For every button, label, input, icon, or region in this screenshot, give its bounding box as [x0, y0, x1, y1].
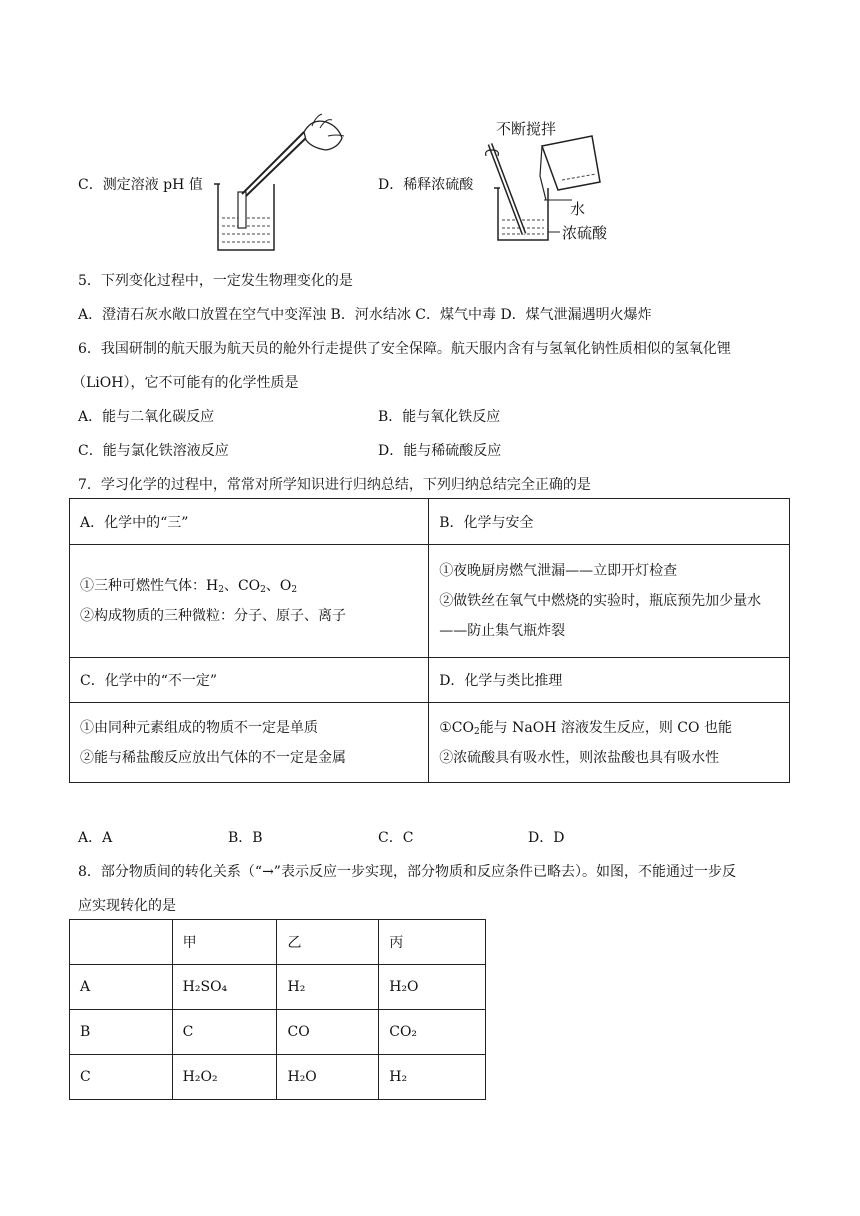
q5-options: A．澄清石灰水敞口放置在空气中变浑浊 B．河水结冰 C．煤气中毒 D．煤气泄漏遇明火爆炸	[78, 307, 652, 323]
stir-label: 不断搅拌	[496, 120, 557, 138]
water-label: 水	[570, 200, 586, 218]
q8-header-jia: 甲	[172, 920, 277, 965]
q7-d-item-2: ②浓硫酸具有吸水性，则浓盐酸也具有吸水性	[439, 749, 720, 766]
q8-header-yi: 乙	[277, 920, 379, 965]
table-row	[70, 1055, 486, 1100]
q6-stem-line1: 6．我国研制的航天服为航天员的舱外行走提供了安全保障。航天服内含有与氢氧化钠性质相似的氢氧化锂	[78, 341, 731, 357]
q7-answer-a: A．A	[78, 830, 113, 846]
q7-cell-c-body	[70, 703, 429, 783]
ph-test-illustration	[208, 108, 358, 256]
q7-cell-d-body	[429, 703, 790, 783]
q7-answer-d: D．D	[528, 830, 565, 846]
q8-cell-yi: H₂	[277, 965, 379, 1010]
q7-b-item-3: ——防止集气瓶炸裂	[439, 623, 566, 639]
q7-c-item-2: ②能与稀盐酸反应放出气体的不一定是金属	[80, 749, 346, 766]
table-row	[70, 965, 486, 1010]
q7-cell-b-head: B．化学与安全	[429, 499, 790, 545]
q7-cell-b-body	[429, 545, 790, 658]
concentrated-acid-label: 浓硫酸	[562, 224, 608, 242]
q8-cell-bing: H₂	[379, 1055, 486, 1100]
q6-option-d: D．能与稀硫酸反应	[378, 443, 502, 459]
q8-row-label: C	[70, 1055, 173, 1100]
q7-b-item-1: ①夜晚厨房燃气泄漏——立即开灯检查	[439, 563, 678, 579]
q7-answer-c: C．C	[378, 830, 414, 846]
q8-stem-line1: 8．部分物质间的转化关系（“→”表示反应一步实现，部分物质和反应条件已略去）。如图，不能通过一步反	[78, 864, 736, 880]
table-row	[70, 1010, 486, 1055]
q7-cell-c-head: C．化学中的“不一定”	[70, 658, 429, 703]
q5-stem: 5．下列变化过程中，一定发生物理变化的是	[78, 273, 353, 289]
q4-option-c-label: C．测定溶液 pH 值	[78, 177, 203, 193]
q8-header-blank	[70, 920, 173, 965]
q7-cell-a-body	[70, 545, 429, 658]
q8-cell-jia: H₂O₂	[172, 1055, 277, 1100]
q7-cell-d-head: D．化学与类比推理	[429, 658, 790, 703]
q8-stem-line2: 应实现转化的是	[78, 898, 176, 914]
q7-c-item-1: ①由同种元素组成的物质不一定是单质	[80, 719, 318, 736]
q8-cell-jia: H₂SO₄	[172, 965, 277, 1010]
q6-option-a: A．能与二氧化碳反应	[78, 409, 215, 425]
q6-stem-line2: （LiOH），它不可能有的化学性质是	[72, 375, 299, 391]
q7-d-item-1: $①CO_2$能与 NaOH 溶液发生反应，则 CO 也能	[439, 719, 732, 737]
q4-option-d-label: D．稀释浓硫酸	[378, 177, 474, 193]
q6-option-c: C．能与氯化铁溶液反应	[78, 443, 229, 459]
q7-a-item-1: ①三种可燃性气体：$H_2$、$CO_2$、$O_2$	[80, 578, 298, 595]
q7-stem: 7．学习化学的过程中，常常对所学知识进行归纳总结，下列归纳总结完全正确的是	[78, 477, 591, 493]
q8-header-row	[70, 920, 486, 965]
q7-answer-b: B．B	[228, 830, 263, 846]
q7-b-item-2: ②做铁丝在氧气中燃烧的实验时，瓶底预先加少量水	[439, 593, 762, 609]
q7-cell-a-head: A．化学中的“三”	[70, 499, 429, 545]
q8-row-label: A	[70, 965, 173, 1010]
q8-cell-bing: CO₂	[379, 1010, 486, 1055]
q8-table	[69, 919, 486, 1100]
q6-option-b: B．能与氧化铁反应	[378, 409, 501, 425]
q7-table	[69, 498, 790, 783]
q8-cell-bing: H₂O	[379, 965, 486, 1010]
q8-cell-yi: H₂O	[277, 1055, 379, 1100]
q8-header-bing: 丙	[379, 920, 486, 965]
q8-row-label: B	[70, 1010, 173, 1055]
q7-a-item-2: ②构成物质的三种微粒：分子、原子、离子	[80, 608, 346, 624]
q8-cell-jia: C	[172, 1010, 277, 1055]
q8-cell-yi: CO	[277, 1010, 379, 1055]
